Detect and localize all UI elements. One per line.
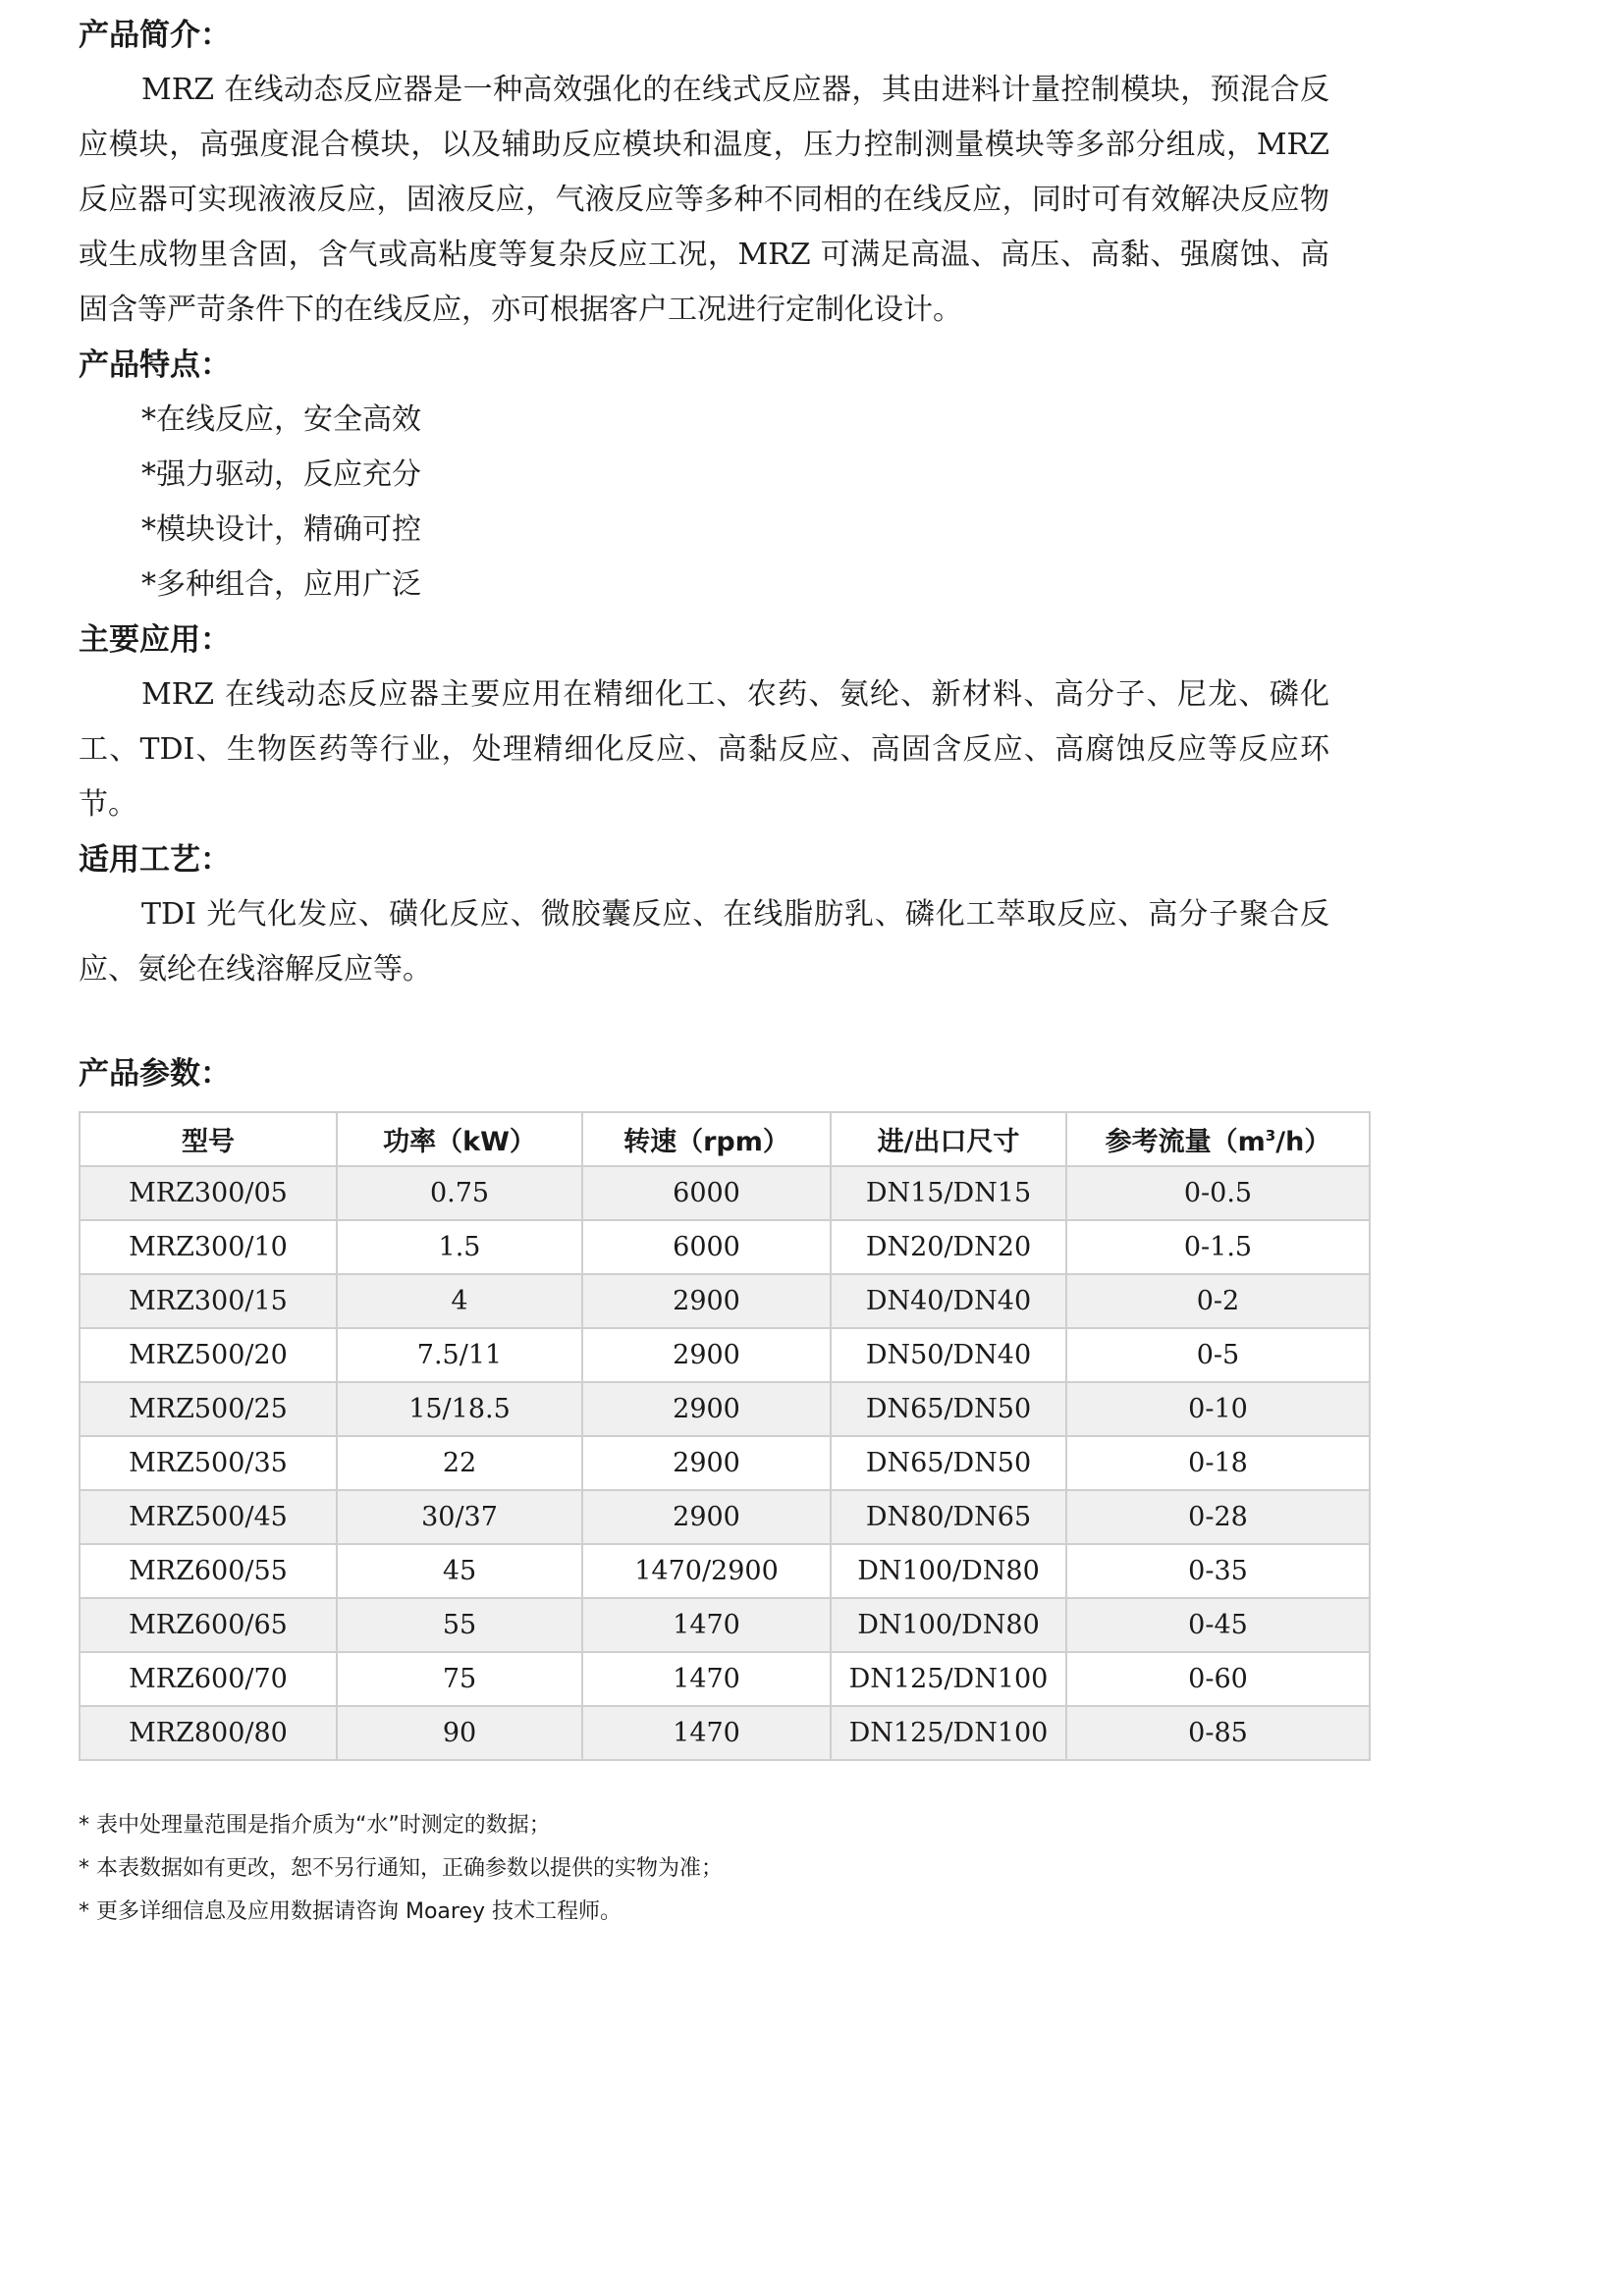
params-heading: 产品参数：	[79, 1056, 231, 1092]
table-row	[80, 1598, 1370, 1652]
table-cell: 0-35	[1066, 1544, 1370, 1598]
params-table	[79, 1111, 1371, 1761]
table-cell: 75	[337, 1652, 582, 1706]
applications-heading: 主要应用：	[79, 622, 231, 658]
table-cell: 55	[337, 1598, 582, 1652]
table-cell: 0.75	[337, 1166, 582, 1220]
notes	[79, 1804, 1335, 1934]
table-cell: MRZ300/05	[80, 1166, 337, 1220]
table-cell: 0-85	[1066, 1706, 1370, 1760]
table-cell: DN20/DN20	[831, 1220, 1066, 1274]
table-cell: 2900	[582, 1382, 831, 1436]
table-cell: 6000	[582, 1220, 831, 1274]
table-row	[80, 1490, 1370, 1544]
table-cell: 15/18.5	[337, 1382, 582, 1436]
table-cell: DN50/DN40	[831, 1328, 1066, 1382]
table-cell: 2900	[582, 1436, 831, 1490]
table-cell: DN15/DN15	[831, 1166, 1066, 1220]
col-header-power: 功率（kW）	[337, 1112, 582, 1166]
applications-paragraph: MRZ 在线动态反应器主要应用在精细化工、农药、氨纶、新材料、高分子、尼龙、磷化工、TDI、生物医药等行业，处理精细化反应、高黏反应、高固含反应、高腐蚀反应等反应环节。	[79, 677, 1329, 822]
table-row	[80, 1220, 1370, 1274]
table-cell: MRZ600/70	[80, 1652, 337, 1706]
document-page	[79, 0, 1335, 1934]
table-cell: 30/37	[337, 1490, 582, 1544]
table-cell: MRZ500/25	[80, 1382, 337, 1436]
table-row	[80, 1382, 1370, 1436]
table-cell: 90	[337, 1706, 582, 1760]
col-header-flow: 参考流量$(m^3/h)$	[1066, 1112, 1370, 1166]
table-cell: MRZ600/55	[80, 1544, 337, 1598]
table-row	[80, 1274, 1370, 1328]
table-cell: 0-28	[1066, 1490, 1370, 1544]
feature-item: *在线反应，安全高效	[141, 402, 421, 437]
table-cell: 0-0.5	[1066, 1166, 1370, 1220]
table-cell: 6000	[582, 1166, 831, 1220]
intro-paragraph: MRZ 在线动态反应器是一种高效强化的在线式反应器，其由进料计量控制模块，预混合反应模块，高强度混合模块，以及辅助反应模块和温度，压力控制测量模块等多部分组成，MRZ 反应器可实现液液反应，固液反应，气液反应等多种不同相的在线反应，同时可有效解决反应物或生成物里含固，含气或高粘度等复杂反应工况，MRZ 可满足高温、高压、高黏、强腐蚀、高固含等严苛条件下的在线反应，亦可根据客户工况进行定制化设计。	[79, 73, 1329, 327]
table-cell: MRZ500/35	[80, 1436, 337, 1490]
table-cell: 2900	[582, 1328, 831, 1382]
table-cell: 1470	[582, 1598, 831, 1652]
table-cell: 2900	[582, 1490, 831, 1544]
table-cell: DN80/DN65	[831, 1490, 1066, 1544]
table-cell: MRZ600/65	[80, 1598, 337, 1652]
table-cell: 0-1.5	[1066, 1220, 1370, 1274]
table-row	[80, 1166, 1370, 1220]
processes-paragraph: TDI 光气化发应、磺化反应、微胶囊反应、在线脂肪乳、磷化工萃取反应、高分子聚合反应、氨纶在线溶解反应等。	[79, 897, 1329, 987]
table-cell: 1.5	[337, 1220, 582, 1274]
table-cell: DN65/DN50	[831, 1436, 1066, 1490]
table-cell: MRZ500/45	[80, 1490, 337, 1544]
table-cell: MRZ300/10	[80, 1220, 337, 1274]
table-cell: DN65/DN50	[831, 1382, 1066, 1436]
table-row	[80, 1544, 1370, 1598]
features-heading: 产品特点：	[79, 347, 231, 383]
table-cell: 0-2	[1066, 1274, 1370, 1328]
table-cell: DN125/DN100	[831, 1706, 1066, 1760]
table-cell: 0-10	[1066, 1382, 1370, 1436]
table-cell: 0-18	[1066, 1436, 1370, 1490]
table-cell: 1470	[582, 1706, 831, 1760]
table-row	[80, 1706, 1370, 1760]
note-item: * 本表数据如有更改，恕不另行通知，正确参数以提供的实物为准；	[79, 1856, 723, 1881]
table-cell: 4	[337, 1274, 582, 1328]
table-cell: DN100/DN80	[831, 1598, 1066, 1652]
note-item: * 表中处理量范围是指介质为“水”时测定的数据；	[79, 1813, 551, 1838]
table-cell: 0-5	[1066, 1328, 1370, 1382]
table-cell: DN40/DN40	[831, 1274, 1066, 1328]
table-cell: 1470	[582, 1652, 831, 1706]
table-row	[80, 1436, 1370, 1490]
table-cell: 2900	[582, 1274, 831, 1328]
col-header-model: 型号	[80, 1112, 337, 1166]
table-cell: 0-60	[1066, 1652, 1370, 1706]
table-header-row	[80, 1112, 1370, 1166]
table-row	[80, 1652, 1370, 1706]
processes-heading: 适用工艺：	[79, 842, 231, 878]
feature-item: *模块设计，精确可控	[141, 512, 421, 547]
table-cell: DN100/DN80	[831, 1544, 1066, 1598]
table-cell: MRZ800/80	[80, 1706, 337, 1760]
table-row	[80, 1328, 1370, 1382]
table-cell: 1470/2900	[582, 1544, 831, 1598]
table-cell: 0-45	[1066, 1598, 1370, 1652]
table-cell: 7.5/11	[337, 1328, 582, 1382]
intro-heading: 产品简介：	[79, 18, 231, 53]
col-header-port-size: 进/出口尺寸	[831, 1112, 1066, 1166]
feature-item: *强力驱动，反应充分	[141, 457, 421, 492]
table-cell: 22	[337, 1436, 582, 1490]
table-cell: MRZ300/15	[80, 1274, 337, 1328]
table-cell: DN125/DN100	[831, 1652, 1066, 1706]
table-cell: 45	[337, 1544, 582, 1598]
col-header-speed: 转速（rpm）	[582, 1112, 831, 1166]
table-cell: MRZ500/20	[80, 1328, 337, 1382]
feature-item: *多种组合，应用广泛	[141, 567, 421, 602]
note-item: * 更多详细信息及应用数据请咨询 Moarey 技术工程师。	[79, 1899, 623, 1924]
